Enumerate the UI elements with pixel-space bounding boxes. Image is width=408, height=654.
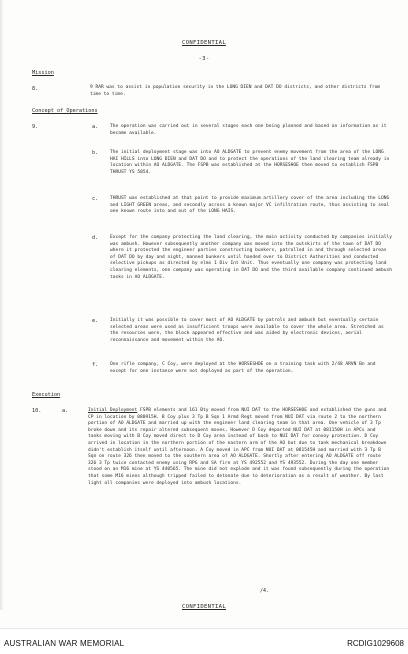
continuation-marker: /4. — [260, 588, 270, 594]
execution-a-title: Initial Deployment — [88, 408, 138, 413]
concept-heading: Concept of Operations — [32, 108, 98, 114]
mission-heading: Mission — [32, 70, 54, 76]
execution-a-block — [88, 408, 390, 487]
page-edge-shadow — [0, 0, 4, 610]
archive-name: AUSTRALIAN WAR MEMORIAL — [4, 639, 125, 648]
mission-text: 9 RAR was to assist in population security in the LONG DIEN and DAT DO districts, and other districts from time to time. — [90, 85, 381, 97]
mission-number: 8. — [32, 86, 39, 92]
concept-e-letter: e. — [92, 318, 99, 324]
concept-a-letter: a. — [92, 124, 99, 130]
concept-f-letter: f. — [92, 362, 99, 368]
execution-a-text: FSPB elements and 161 Bty moved from NUI DAT to the HORSESHOE and established the guns and CP in location by 080915H. B Coy plus 3 Tp B Sqn 1 Armd Regt moved from NUI DAT via route 2 to the northern portion of AO ALDGATE and married up with the engineer land clearing team in that area. One vehicle of 3 Tp broke down and its repair altered subsequent moves. However D Coy departed NUI DAT at 081150H in APCs and tanks moving with B Coy moved direct to D Coy area instead of back to NUI DAT for convoy protection. D Coy arrived in location in the northern portion of the eastern arm of the AO but due to tank mechanical breakdown didn't establish itself until afternoon. A Coy moved in APC from NUI DAT at 081545H and married with 3 Tp B Sqn on route 326 then moved to the southern area of AO ALDGATE. Shortly after entering AO ALDGATE off route 326 3 Tp twice contacted enemy using RPG and SA fire at YS 492552 and YS 493552. During the day one member stood on an M16 mine at YS 440565. The mine did not explode and it was found subsequently during the operation that some M16 mines although tripped failed to detonate due to deterioration as a result of weather. By last light all companies were deployed into ambush locations. — [88, 408, 390, 486]
execution-a-letter: a. — [62, 408, 69, 414]
concept-b-text: The initial deployment stage was into AO ALDGATE to prevent enemy movement from the area of the LONG HAI HILLS into LONG DIEN and DAT DO and to protect the operations of the land clearing team already in location within AO ALDGATE. The FSPB was established at the HORSESHOE then moved to establish FSPB THRUST YS 5054. — [110, 150, 390, 175]
concept-d-text: Except for the company protecting the land clearing, the main activity conducted by companies initially was ambush. However subsequently another company was moved into the outskirts of the town of DAT DO where it protected the engineer parties constructing bunkers, patrolled in and through selected areas of DAT DO by day and night, manned bunkers until handed over to District Authorities and conducted selective pickups as directed by elms 1 Div Int Unit. Thus eventually one company was protecting land clearing elements, one company was operating in DAT DO and the third available company continued ambush tasks in AO ALDGATE. — [110, 235, 392, 280]
concept-d-letter: d. — [92, 235, 99, 241]
concept-a-text: The operation was carried out in several stages each one being planned and based on information as it became available. — [110, 124, 387, 136]
page-marker: -3- — [198, 56, 210, 62]
archive-footer — [0, 628, 408, 654]
concept-f-text: One rifle company, C Coy, were deployed at the HORSESHOE on a training task with 2/48 ARVN Bn and except for one instance were not deployed as part of the operation. — [110, 362, 376, 374]
classification-bottom: CONFIDENTIAL — [181, 604, 226, 610]
execution-number: 10. — [32, 408, 42, 414]
concept-e-text: Initially it was possible to cover most of AO ALDGATE by patrols and ambush but eventually certain selected areas were used as insufficient troops were available to cover the whole area. Stretched as the resources were, the block appeared effective and was aided by electronic devices, aerial reconnaissance and movement within the AO. — [110, 318, 384, 343]
concept-number: 9. — [32, 124, 39, 130]
classification-top: CONFIDENTIAL — [181, 40, 226, 46]
concept-c-text: THRUST was established at that point to provide maximum artillery cover of the area including the LONG and LIGHT GREEN areas, and secondly across a known major VC infiltration route, thus assisting to seal one known route into and out of the LONG HAIS. — [110, 196, 390, 215]
execution-heading: Execution — [32, 392, 61, 398]
concept-b-letter: b. — [92, 150, 99, 156]
record-id: RCDIG1029608 — [347, 639, 404, 648]
concept-c-letter: c. — [92, 196, 99, 202]
